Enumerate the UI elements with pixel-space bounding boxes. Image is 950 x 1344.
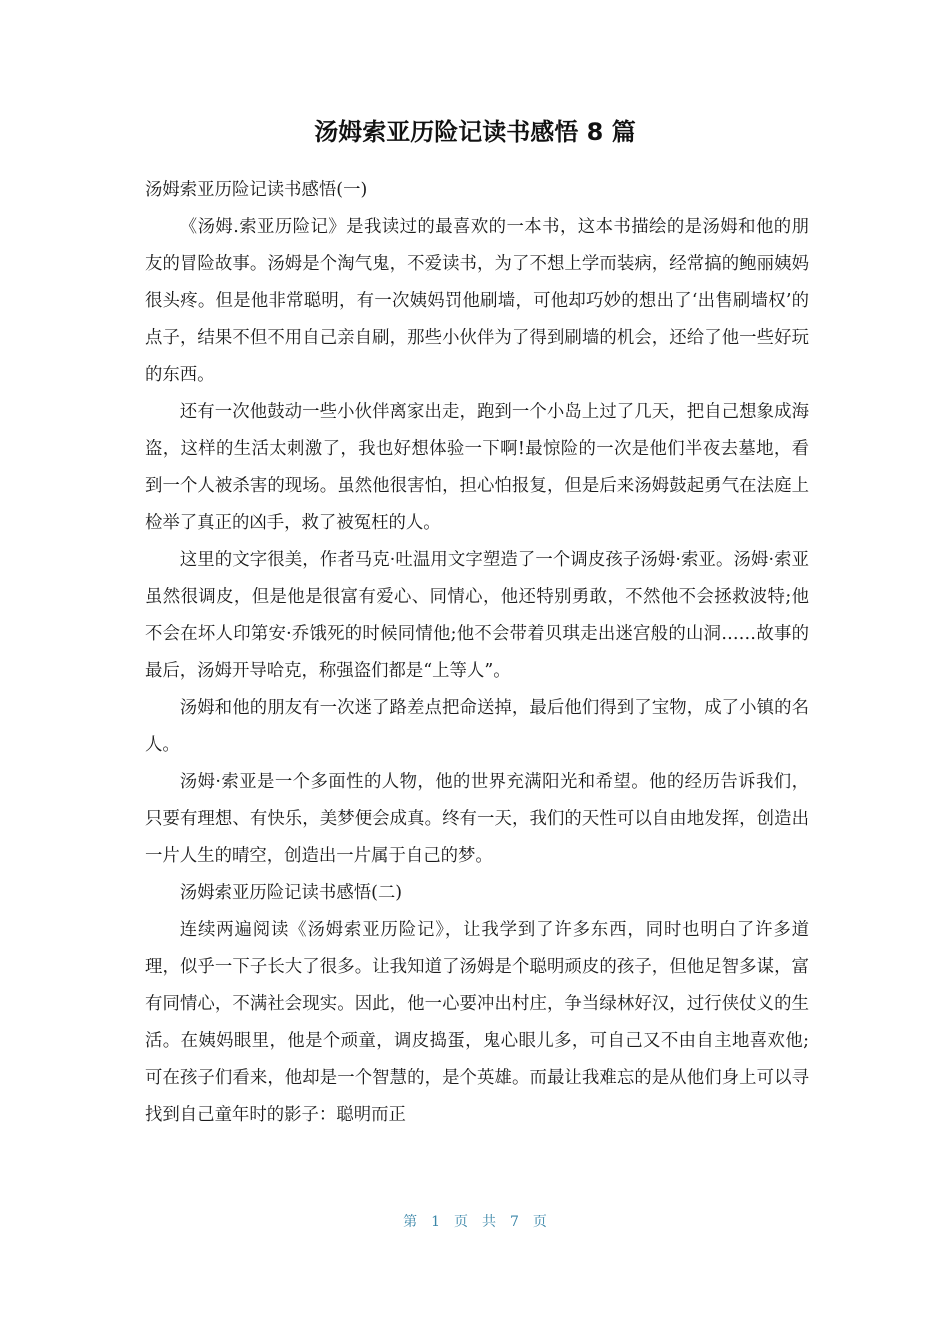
paragraph: 汤姆和他的朋友有一次迷了路差点把命送掉，最后他们得到了宝物，成了小镇的名人。 — [145, 698, 809, 755]
current-page-number: 1 — [431, 1214, 440, 1230]
document-body — [145, 172, 809, 1134]
section-heading: 汤姆索亚历险记读书感悟(一) — [145, 180, 368, 200]
paragraph: 《汤姆.索亚历险记》是我读过的最喜欢的一本书，这本书描绘的是汤姆和他的朋友的冒险故事。汤姆是个淘气鬼，不爱读书，为了不想上学而装病，经常搞的鲍丽姨妈很头疼。但是他非常聪明，有一次姨妈罚他刷墙，可他却巧妙的想出了‘出售刷墙权’的点子，结果不但不用自己亲自刷，那些小伙伴为了得到刷墙的机会，还给了他一些好玩的东西。 — [145, 217, 809, 385]
paragraph: 还有一次他鼓动一些小伙伴离家出走，跑到一个小岛上过了几天，把自己想象成海盗，这样的生活太刺激了，我也好想体验一下啊!最惊险的一次是他们半夜去墓地，看到一个人被杀害的现场。虽然他很害怕，担心怕报复，但是后来汤姆鼓起勇气在法庭上检举了真正的凶手，救了被冤枉的人。 — [145, 402, 809, 533]
paragraph: 这里的文字很美，作者马克·吐温用文字塑造了一个调皮孩子汤姆·索亚。汤姆·索亚虽然很调皮，但是他是很富有爱心、同情心，他还特别勇敢，不然他不会拯救波特;他不会在坏人印第安·乔饿死的时候同情他;他不会带着贝琪走出迷宫般的山洞……故事的最后，汤姆开导哈克，称强盗们都是“上等人”。 — [145, 550, 809, 681]
page-label: 第 — [403, 1214, 418, 1230]
total-pages-number: 7 — [510, 1214, 519, 1230]
page-footer — [0, 1210, 950, 1234]
document-title: 汤姆索亚历险记读书感悟 8 篇 — [314, 118, 636, 146]
page-unit: 页 — [454, 1214, 468, 1230]
paragraph: 汤姆·索亚是一个多面性的人物，他的世界充满阳光和希望。他的经历告诉我们，只要有理想、有快乐，美梦便会成真。终有一天，我们的天性可以自由地发挥，创造出一片人生的晴空，创造出一片属于自己的梦。 — [145, 772, 809, 866]
total-unit: 页 — [532, 1214, 547, 1230]
total-label: 共 — [482, 1214, 496, 1230]
paragraph: 连续两遍阅读《汤姆索亚历险记》，让我学到了许多东西，同时也明白了许多道理，似乎一下子长大了很多。让我知道了汤姆是个聪明顽皮的孩子，但他足智多谋，富有同情心，不满社会现实。因此，他一心要冲出村庄，争当绿林好汉，过行侠仗义的生活。在姨妈眼里，他是个顽童，调皮捣蛋，鬼心眼儿多，可自己又不由自主地喜欢他;可在孩子们看来，他却是一个智慧的，是个英雄。而最让我难忘的是从他们身上可以寻找到自己童年时的影子：聪明而正 — [145, 920, 809, 1125]
section-heading: 汤姆索亚历险记读书感悟(二) — [179, 883, 403, 903]
